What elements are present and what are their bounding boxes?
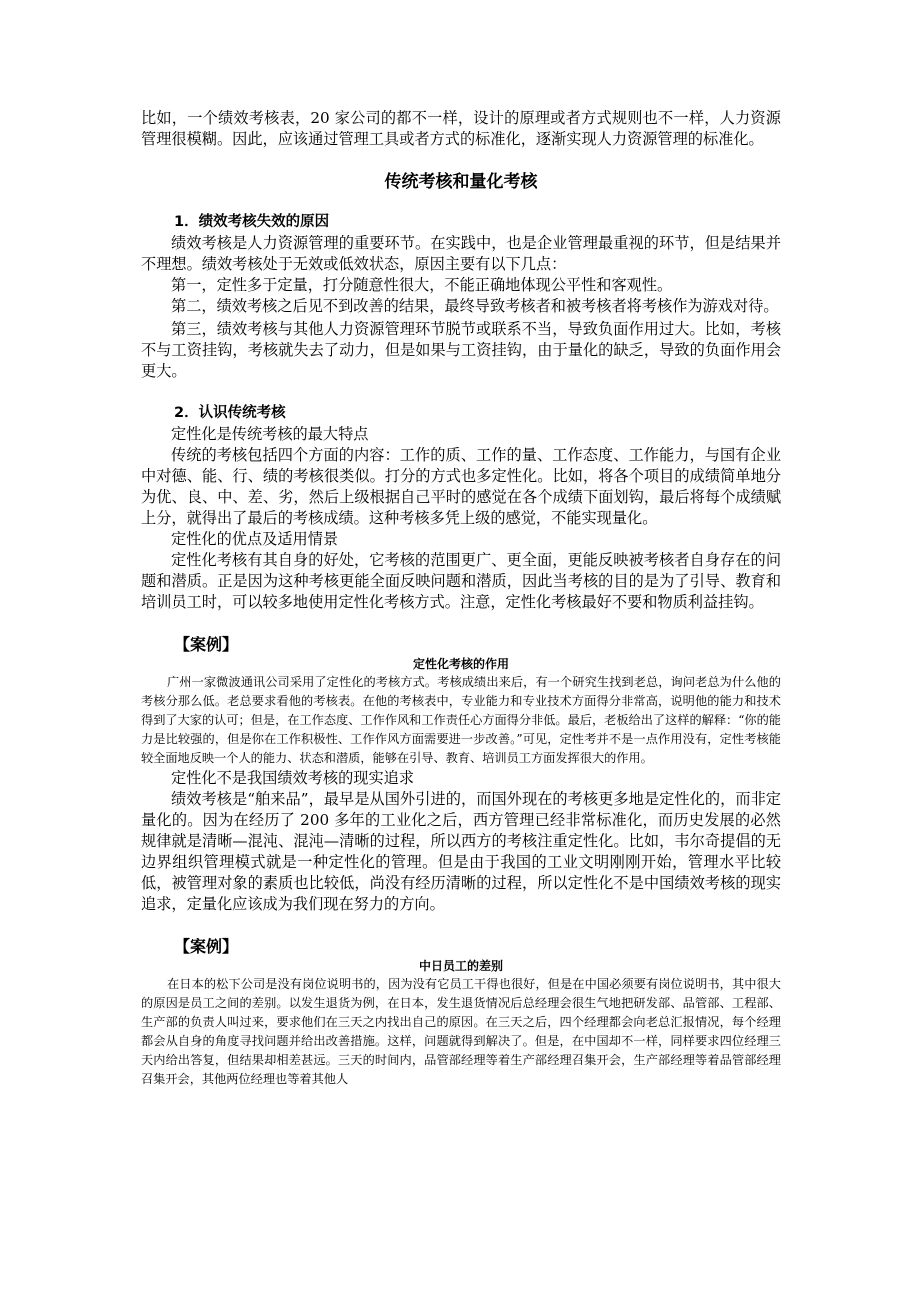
spacer [141, 613, 781, 634]
section2-paragraph-2: 定性化考核有其自身的好处，它考核的范围更广、更全面，更能反映被考核者自身存在的问题和潜质。正是因为这种考核更能全面反映问题和潜质，因此当考核的目的是为了引导、教育和培训员工时，可以较多地使用定性化考核方式。注意，定性化考核最好不要和物质利益挂钩。 [141, 551, 781, 611]
section2-subheading-2: 定性化的优点及适用情景 [171, 530, 339, 548]
case2-body: 在日本的松下公司是没有岗位说明书的，因为没有它员工干得也很好，但是在中国必须要有岗位说明书，其中很大的原因是员工之间的差别。以发生退货为例，在日本，发生退货情况后总经理会很生气地把研发部、品管部、工程部、生产部的负责人叫过来，要求他们在三天之内找出自己的原因。在三天之后，四个经理都会向老总汇报情况，每个经理都会从自身的角度寻找问题并给出改善措施。这样，问题就得到解决了。但是，在中国却不一样，同样要求四位经理三天内给出答复，但结果却相差甚远。三天的时间内，品管部经理等着生产部经理召集开会，生产部经理等着品管部经理召集开会，其他两位经理也等着其他人 [141, 977, 781, 1086]
section1-paragraph-2: 第一，定性多于定量，打分随意性很大，不能正确地体现公平性和客观性。 [171, 276, 673, 294]
case2-label: 【案例】 [174, 937, 239, 956]
spacer [141, 382, 781, 403]
section3-subheading: 定性化不是我国绩效考核的现实追求 [171, 769, 414, 787]
case1-label: 【案例】 [174, 635, 239, 654]
section2-heading: 2．认识传统考核 [174, 405, 286, 421]
section2-subheading-1: 定性化是传统考核的最大特点 [171, 425, 369, 443]
case1-title: 定性化考核的作用 [412, 657, 509, 671]
spacer [141, 915, 781, 936]
document-title: 传统考核和量化考核 [384, 172, 538, 192]
section1-paragraph-3: 第二，绩效考核之后见不到改善的结果，最终导致考核者和被考核者将考核作为游戏对待。 [171, 297, 779, 315]
case1-body: 广州一家微波通讯公司采用了定性化的考核方式。考核成绩出来后，有一个研究生找到老总，询问老总为什么他的考核分那么低。老总要求看他的考核表。在他的考核表中，专业能力和专业技术方面得分非常高，说明他的能力和技术得到了大家的认可；但是，在工作态度、工作作风和工作责任心方面得分非低。最后，老板给出了这样的解释：“你的能力是比较强的，但是你在工作积极性、工作作风方面需要进一步改善。”可见，定性考并不是一点作用没有，定性考核能较全面地反映一个人的能力、状态和潜质，能够在引导、教育、培训员工方面发挥很大的作用。 [141, 675, 781, 765]
section1-paragraph-1: 绩效考核是人力资源管理的重要环节。在实践中，也是企业管理最重视的环节，但是结果并不理想。绩效考核处于无效或低效状态，原因主要有以下几点： [141, 234, 781, 273]
section1-heading: 1．绩效考核失效的原因 [174, 214, 330, 230]
intro-paragraph: 比如，一个绩效考核表，20 家公司的都不一样，设计的原理或者方式规则也不一样，人力资源管理很模糊。因此，应该通过管理工具或者方式的标准化，逐渐实现人力资源管理的标准化。 [141, 109, 781, 148]
case2-title: 中日员工的差别 [418, 959, 503, 973]
document-page [141, 108, 781, 1089]
section1-paragraph-4: 第三，绩效考核与其他人力资源管理环节脱节或联系不当，导致负面作用过大。比如，考核不与工资挂钩，考核就失去了动力，但是如果与工资挂钩，由于量化的缺乏，导致的负面作用会更大。 [141, 320, 781, 380]
section2-paragraph-1: 传统的考核包括四个方面的内容：工作的质、工作的量、工作态度、工作能力，与国有企业中对德、能、行、绩的考核很类似。打分的方式也多定性化。比如，将各个项目的成绩简单地分为优、良、中、差、劣，然后上级根据自己平时的感觉在各个成绩下面划钩，最后将每个成绩赋上分，就得出了最后的考核成绩。这种考核多凭上级的感觉，不能实现量化。 [141, 446, 781, 527]
section3-paragraph: 绩效考核是“舶来品”，最早是从国外引进的，而国外现在的考核更多地是定性化的，而非定量化的。因为在经历了 200 多年的工业化之后，西方管理已经非常标准化，而历史发展的必然规律就是清晰—混沌、混沌—清晰的过程，所以西方的考核注重定性化。比如，韦尔奇提倡的无边界组织管理模式就是一种定性化的管理。但是由于我国的工业文明刚刚开始，管理水平比较低，被管理对象的素质也比较低，尚没有经历清晰的过程，所以定性化不是中国绩效考核的现实追求，定量化应该成为我们现在努力的方向。 [141, 790, 781, 913]
